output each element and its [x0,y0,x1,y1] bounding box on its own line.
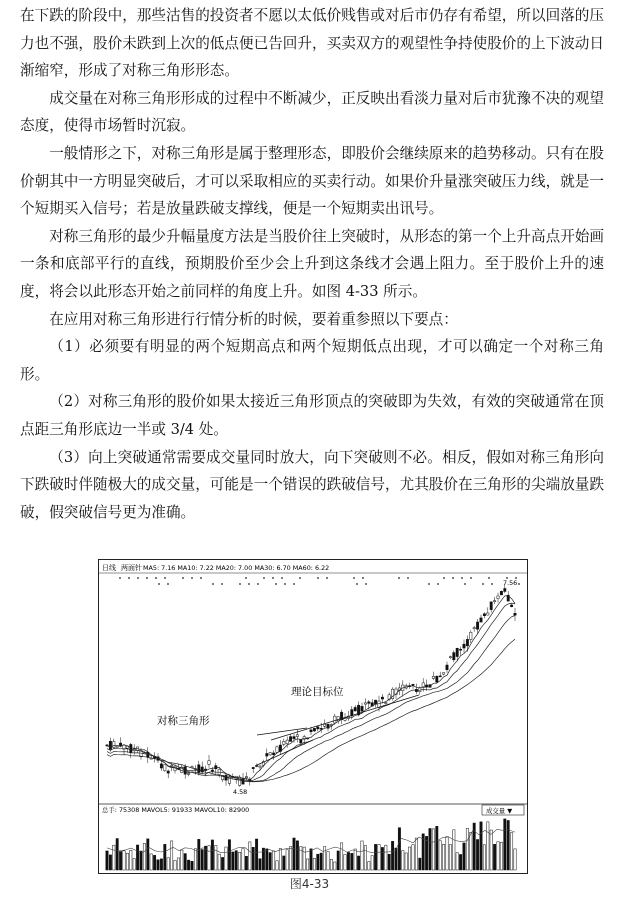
candle-body [504,588,506,591]
candle-body [286,740,288,744]
signal-dot [428,583,430,585]
candle-body [296,735,298,737]
volume-bar [449,845,451,870]
signal-dot [137,577,139,579]
candle-body [116,746,118,747]
volume-bar [361,841,363,870]
candle-body [252,767,254,768]
volume-bar [232,852,234,870]
volume-bars [106,819,516,870]
volume-bar [245,856,247,870]
volume-bar [153,855,155,870]
candle-body [364,703,366,704]
candle-body [476,622,478,629]
signal-dot [488,577,490,579]
signal-dot [167,583,169,585]
signal-dot [299,577,301,579]
volume-indicator-label: 成交量 ▼ [486,807,513,815]
paragraph-4: 对称三角形的最少升幅量度方法是当股价往上突破时，从形态的第一个上升高点开始画一条和底部平行的直线，预期股价至少会上升到这条线才会遇上阻力。至于股价上升的速度，将会以此形态开始之前同样的角度上升。如图 4-33 所示。 [20,227,604,300]
candle-body [385,703,387,704]
candle-body [473,628,475,629]
candle-body [130,744,132,752]
ma-readout: MA5: 7.16 MA10: 7.22 MA20: 7.00 MA30: 6.70 MA60: 6.22 [143,564,330,572]
signal-dot [119,577,121,579]
volume-bar [167,858,169,870]
signal-dot [437,583,439,585]
candle-body [490,602,492,610]
candle-body [272,753,274,755]
signal-dot [365,583,367,585]
volume-bar [446,837,448,870]
candle-body [300,740,302,743]
candle-body [198,765,200,773]
candle-body [164,764,166,770]
candle-body [310,730,312,732]
candle-body [449,657,451,658]
signal-dot [128,577,130,579]
volume-bar [323,847,325,870]
signal-dot [146,577,148,579]
signal-dot [257,583,259,585]
volume-bar [194,849,196,870]
candle-body [500,591,502,595]
volume-bar [238,852,240,870]
volume-bar [211,840,213,870]
signal-dot [407,577,409,579]
volume-bar [126,853,128,870]
signal-dot [281,577,283,579]
signal-dot [191,577,193,579]
volume-bar [436,826,438,870]
volume-bar [463,843,465,870]
candle-body [381,697,383,699]
volume-bar [432,829,434,870]
candle-body [368,702,370,704]
volume-bar [157,860,159,870]
paragraph-5: 在应用对称三角形进行行情分析的时候，要着重参照以下要点： [49,310,458,328]
candle-body [493,601,495,602]
volume-bar [497,842,499,870]
candle-body [208,761,210,765]
volume-bar [453,830,455,870]
volume-bar [116,839,118,870]
signal-dot [155,577,157,579]
candle-body [283,741,285,744]
candle-body [289,737,291,742]
signal-dot [353,577,355,579]
candle-body [470,632,472,639]
signal-dot [317,577,319,579]
volume-bar [317,854,319,870]
volume-bar [303,847,305,870]
signal-dot [275,583,277,585]
volume-bar [170,841,172,870]
volume-bar [266,849,268,870]
volume-bar [286,850,288,870]
volume-bar [330,859,332,870]
volume-bar [368,862,370,870]
candle-body [439,676,441,677]
candle-body [480,618,482,622]
volume-bar [415,838,417,870]
volume-bar [354,849,356,870]
signal-dot [284,583,286,585]
volume-bar [459,854,461,870]
volume-bar [187,860,189,870]
candle-body [211,770,213,771]
signal-dot [443,577,445,579]
volume-bar [109,855,111,870]
candle-body [463,644,465,648]
volume-bar [259,859,261,870]
volume-bar [470,832,472,870]
volume-bar [228,840,230,870]
signal-dot [182,577,184,579]
volume-bar [480,822,482,870]
candle-body [259,766,261,767]
volume-bar [150,854,152,870]
volume-bar [402,851,404,870]
volume-bar [289,847,291,870]
candle-body [412,684,414,685]
candle-body [361,706,363,711]
volume-bar [371,856,373,870]
volume-bar [106,851,108,870]
stock-chart-figure [98,559,528,874]
volume-bar [306,859,308,870]
volume-bar [218,854,220,870]
candle-body [425,685,427,687]
volume-readout: 总手: 75308 MAVOL5: 91933 MAVOL10: 82900 [102,806,250,814]
volume-bar [136,845,138,870]
candle-body [456,648,458,656]
paragraph-2: 成交量在对称三角形形成的过程中不断减少，正反映出看淡力量对后市犹豫不决的观望态度，使得市场暂时沉寂。 [20,89,604,135]
period-label: 日线 [102,564,116,572]
price-low-label: 4.58 [233,788,248,796]
volume-bar [113,845,115,870]
signal-dot [326,577,328,579]
volume-bar [252,847,254,870]
volume-bar [313,858,315,870]
volume-bar [147,839,149,870]
volume-bar [483,845,485,870]
paragraph-1: 在下跌的阶段中，那些沽售的投资者不愿以太低价贱售或对后市仍存有希望，所以回落的压力也不强，股价未跌到上次的低点便已告回升，买卖双方的观望性争持使股价的上下波动日渐缩窄，形成了对称三角形形态。 [20,7,604,80]
candle-body [354,707,356,711]
signal-dot [470,577,472,579]
candle-body [487,613,489,615]
volume-bar [191,861,193,870]
ma-line [107,616,515,782]
candle-body [442,673,444,674]
volume-bar [439,841,441,870]
volume-bar [242,849,244,870]
volume-bar [408,847,410,870]
annotation-target: 理论目标位 [291,686,344,698]
price-high-label: 7.56 [503,579,518,587]
volume-bar [340,843,342,870]
volume-bar [419,858,421,870]
volume-bar [269,853,271,870]
volume-bar [160,859,162,870]
candle-body [446,665,448,670]
candle-body [245,777,247,778]
candle-body [276,747,278,752]
signal-dot [245,577,247,579]
signal-dot [263,577,265,579]
volume-bar [507,820,509,870]
volume-bar [320,853,322,870]
candle-body [514,613,516,615]
signal-dot [200,577,202,579]
volume-bar [344,854,346,870]
volume-bar [310,849,312,870]
volume-bar [235,851,237,870]
article-text [20,2,604,526]
candle-body [293,737,295,739]
candle-body [266,753,268,756]
volume-bar [174,860,176,870]
volume-bar [208,846,210,870]
signal-dot [356,583,358,585]
volume-bar [164,844,166,870]
signal-dot [362,577,364,579]
candle-body [109,741,111,749]
volume-bar [130,850,132,870]
candle-body [344,719,346,721]
volume-bar [476,840,478,870]
signal-dot [293,583,295,585]
signal-dot [164,577,166,579]
volume-bar [119,852,121,870]
candle-body [187,773,189,774]
signal-dots [119,577,520,585]
candle-body [466,639,468,646]
candle-body [320,728,322,729]
candle-body [497,596,499,599]
candle-body [167,771,169,773]
volume-bar [327,852,329,870]
volume-bar [378,844,380,870]
volume-bar [500,842,502,870]
volume-bar [514,849,516,870]
volume-bar [412,845,414,870]
volume-bar [425,836,427,870]
point-3: （3）向上突破通常需要成交量同时放大，向下突破则不必。相反，假如对称三角形向下跌破时伴随极大的成交量，可能是一个错误的跌破信号，尤其股价在三角形的尖端放量跌破，假突破信号更为准确。 [20,448,604,521]
volume-bar [398,828,400,870]
volume-bar [357,856,359,870]
volume-bar [123,851,125,870]
volume-bar [215,846,217,870]
signal-dot [158,583,160,585]
stock-name: 两面针 [121,564,142,572]
candle-body [255,765,257,766]
volume-bar [388,854,390,870]
volume-bar [334,862,336,870]
volume-bar [140,851,142,870]
volume-bar [466,828,468,870]
signal-dot [464,583,466,585]
volume-bar [279,848,281,870]
candle-body [436,676,438,682]
volume-bar [490,830,492,870]
volume-bar [201,850,203,870]
volume-bar [181,850,183,870]
candle-body [334,716,336,723]
volume-bar [351,853,353,870]
volume-bar [296,841,298,870]
volume-bar [184,854,186,870]
volume-bar [283,856,285,870]
signal-dot [461,577,463,579]
volume-bar [337,851,339,870]
candle-body [459,649,461,650]
candle-body [483,614,485,616]
candle-body [113,742,115,748]
signal-dot [452,577,454,579]
volume-bar [456,853,458,870]
volume-bar [225,847,227,870]
volume-bar [255,839,257,870]
volume-bar [177,858,179,870]
candle-body [432,676,434,678]
paragraph-3: 一般情形之下，对称三角形是属于整理形态，即股价会继续原来的趋势移动。只有在股价朝其中一方明显突破后，才可以采取相应的买卖行动。如果价升量涨突破压力线，就是一个短期买入信号；若是放量跌破支撑线，便是一个短期卖出讯号。 [20,144,604,218]
volume-bar [374,844,376,870]
signal-dot [491,583,493,585]
candle-body [323,724,325,726]
volume-bar [405,853,407,870]
signal-dot [212,583,214,585]
volume-bar [381,847,383,870]
volume-bar [487,822,489,870]
volume-bar [133,859,135,870]
candle-body [313,728,315,731]
candle-body [269,753,271,755]
volume-bar [249,842,251,870]
volume-bar [493,844,495,870]
volume-bar [385,845,387,870]
candle-body [374,700,376,704]
annotation-pattern: 对称三角形 [157,715,210,727]
candle-body [453,653,455,660]
signal-dot [248,583,250,585]
volume-bar [510,833,512,870]
candle-body [317,727,319,729]
volume-bar [221,857,223,870]
volume-bar [429,828,431,870]
stock-chart-svg [99,560,527,873]
volume-bar [272,851,274,870]
candle-body [510,605,512,607]
point-2: （2）对称三角形的股价如果太接近三角形顶点的突破即为失效，有效的突破通常在顶点距三角形底边一半或 3/4 处。 [20,393,604,438]
volume-bar [347,852,349,870]
volume-bar [504,819,506,870]
figure-caption: 图4-33 [289,877,330,891]
volume-bar [442,844,444,870]
signal-dot [272,577,274,579]
point-1: （1）必须要有明显的两个短期高点和两个短期低点出现，才可以确定一个对称三角形。 [20,338,604,383]
signal-dot [221,583,223,585]
target-line [271,695,419,740]
volume-bar [198,839,200,870]
signal-dot [518,583,520,585]
candle-body [160,764,162,768]
volume-bar [293,838,295,870]
volume-bar [143,843,145,870]
signal-dot [398,577,400,579]
signal-dot [239,583,241,585]
volume-bar [276,861,278,870]
signal-dot [482,583,484,585]
volume-bar [391,841,393,870]
volume-bar [364,846,366,870]
